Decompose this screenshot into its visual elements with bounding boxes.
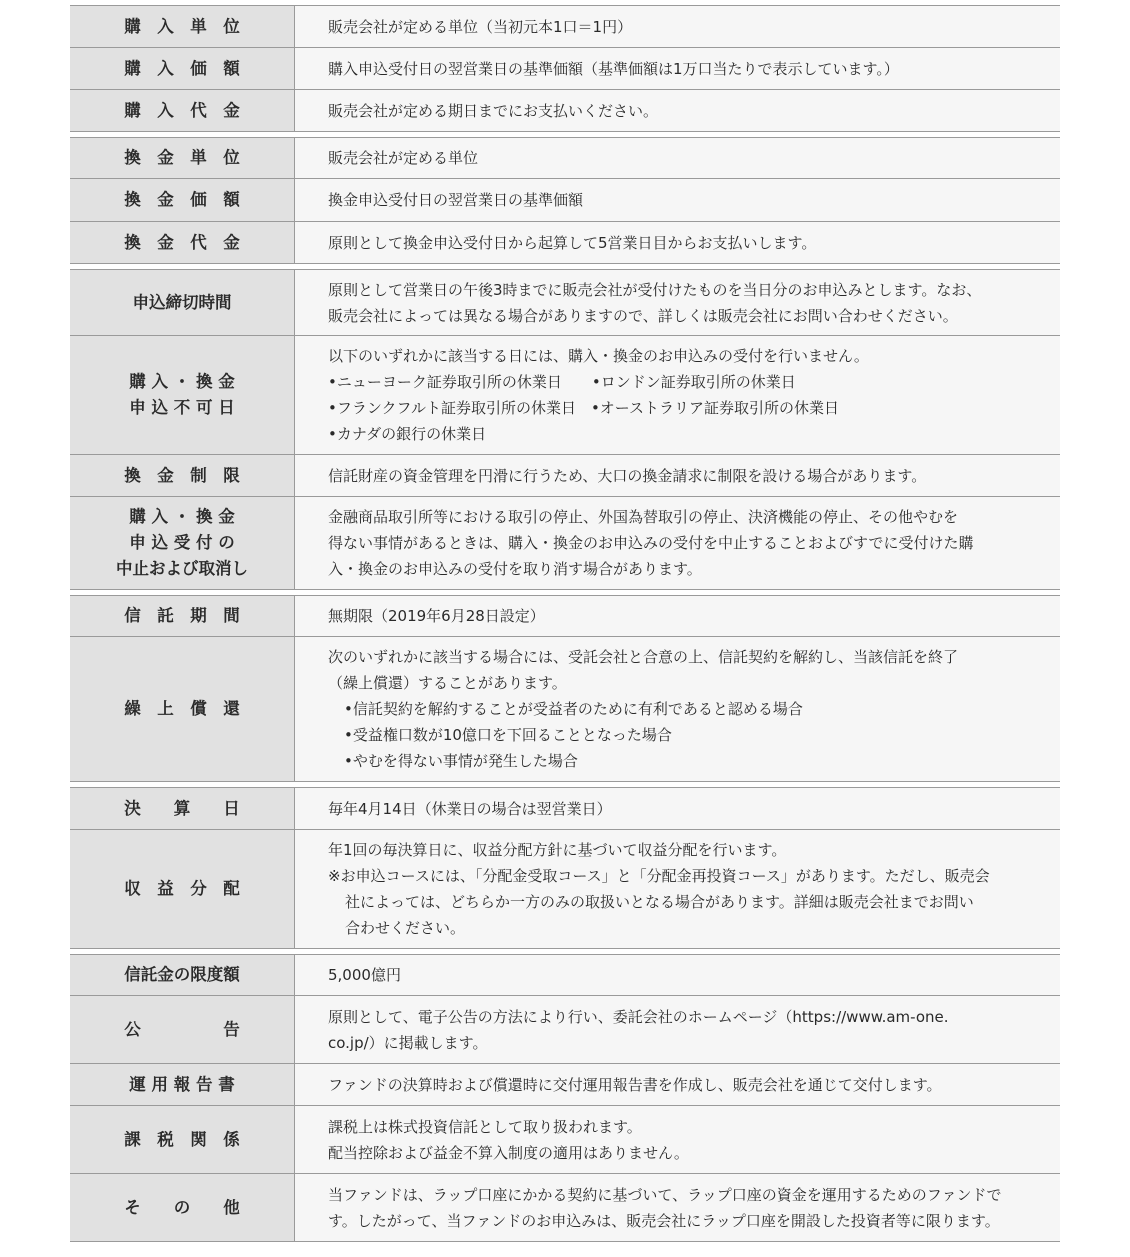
- row-label: [70, 596, 295, 636]
- table-row: [70, 48, 1060, 90]
- table-row: [70, 455, 1060, 497]
- table-row: [70, 1106, 1060, 1174]
- row-label-text: 購 入 単 位: [124, 16, 240, 36]
- row-value: [295, 1064, 1060, 1105]
- row-value-line: 販売会社が定める単位: [328, 149, 479, 167]
- row-value: [295, 179, 1060, 221]
- row-label: [70, 6, 295, 47]
- row-value-line: co.jp/）に掲載します。: [328, 1033, 488, 1052]
- row-value-line: 当ファンドは、ラップ口座にかかる契約に基づいて、ラップ口座の資金を運用するためのファンドで: [328, 1185, 1002, 1204]
- row-label: [70, 788, 295, 829]
- table-row: [70, 954, 1060, 996]
- table-row: [70, 5, 1060, 48]
- row-value-line: 無期限（2019年6月28日設定）: [328, 607, 545, 625]
- table-row: [70, 269, 1060, 336]
- row-value-line: •フランクフルト証券取引所の休業日 •オーストラリア証券取引所の休業日: [328, 399, 840, 417]
- row-label-text: 申込締切時間: [132, 292, 232, 312]
- table-row: [70, 179, 1060, 222]
- row-value-line: 販売会社が定める単位（当初元本1口＝1円）: [328, 17, 633, 36]
- row-value-line: 販売会社が定める期日までにお支払いください。: [328, 101, 659, 120]
- row-value: [295, 138, 1060, 178]
- row-value-line: （繰上償還）することがあります。: [328, 674, 567, 692]
- row-label: [70, 1064, 295, 1105]
- table-row: [70, 595, 1060, 637]
- row-value-line: •ニューヨーク証券取引所の休業日 •ロンドン証券取引所の休業日: [328, 373, 796, 391]
- row-value-line: •信託契約を解約することが受益者のために有利であると認める場合: [344, 700, 803, 718]
- row-value: [295, 455, 1060, 496]
- row-value-line: 金融商品取引所等における取引の停止、外国為替取引の停止、決済機能の停止、その他やむを: [328, 508, 959, 526]
- row-value: [295, 6, 1060, 47]
- row-value-line: 得ない事情があるときは、購入・換金のお申込みの受付を中止することおよびすでに受付けた購: [328, 534, 974, 552]
- row-value-line: 以下のいずれかに該当する日には、購入・換金のお申込みの受付を行いません。: [328, 347, 869, 365]
- row-label: [70, 90, 295, 131]
- table-row: [70, 1064, 1060, 1106]
- row-label-text: 購 入 ・ 換 金: [129, 507, 235, 526]
- table-row: [70, 787, 1060, 830]
- row-value: [295, 1174, 1060, 1241]
- row-label: [70, 270, 295, 335]
- table-row: [70, 336, 1060, 455]
- row-value-line: 課税上は株式投資信託として取り扱われます。: [328, 1117, 642, 1136]
- row-value: [295, 48, 1060, 89]
- row-label-text: 信託金の限度額: [124, 965, 240, 984]
- row-value: [295, 270, 1060, 335]
- row-value-line: 毎年4月14日（休業日の場合は翌営業日）: [328, 799, 612, 818]
- row-value: [295, 90, 1060, 131]
- row-value-line: 次のいずれかに該当する場合には、受託会社と合意の上、信託契約を解約し、当該信託を終了: [328, 648, 959, 666]
- row-label: [70, 222, 295, 263]
- row-label: [70, 830, 295, 948]
- row-label: [70, 48, 295, 89]
- row-label-text: 換 金 代 金: [124, 232, 240, 252]
- row-value: [295, 637, 1060, 781]
- row-label: [70, 637, 295, 781]
- table-row: [70, 497, 1060, 590]
- row-label-text: 繰 上 償 還: [124, 699, 240, 718]
- row-label-text: 購 入 ・ 換 金: [129, 372, 235, 391]
- row-label-text: 中止および取消し: [116, 559, 248, 578]
- table-row: [70, 222, 1060, 264]
- row-value: [295, 996, 1060, 1063]
- table-row: [70, 90, 1060, 132]
- row-label-text: 換 金 価 額: [124, 190, 240, 209]
- row-label-text: 運 用 報 告 書: [129, 1074, 235, 1094]
- row-value-line: 配当控除および益金不算入制度の適用はありません。: [328, 1143, 689, 1162]
- row-label-text: 申 込 不 可 日: [129, 398, 235, 417]
- row-label: [70, 996, 295, 1063]
- row-value: [295, 336, 1060, 454]
- row-value-line: •カナダの銀行の休業日: [328, 425, 487, 443]
- row-value-line: 原則として営業日の午後3時までに販売会社が受付けたものを当日分のお申込みとします。なお、: [328, 280, 982, 299]
- row-value-line: 合わせください。: [345, 919, 466, 937]
- row-label: [70, 179, 295, 221]
- row-value-line: ファンドの決算時および償還時に交付運用報告書を作成し、販売会社を通じて交付します。: [328, 1075, 942, 1094]
- table-row: [70, 637, 1060, 782]
- row-value-line: 入・換金のお申込みの受付を取り消す場合があります。: [328, 560, 702, 578]
- table-row: [70, 137, 1060, 179]
- row-label-text: 換 金 単 位: [124, 148, 240, 167]
- row-label: [70, 955, 295, 995]
- row-value: [295, 955, 1060, 995]
- row-label: [70, 1174, 295, 1241]
- row-label: [70, 1106, 295, 1173]
- row-value-line: 換金申込受付日の翌営業日の基準価額: [328, 191, 584, 209]
- row-value-line: す。したがって、当ファンドのお申込みは、販売会社にラップ口座を開設した投資者等に限ります。: [328, 1211, 1000, 1230]
- row-value: [295, 788, 1060, 829]
- row-value-line: 社によっては、どちらか一方のみの取扱いとなる場合があります。詳細は販売会社までお問い: [345, 893, 974, 911]
- row-value: [295, 222, 1060, 263]
- row-value-line: 原則として、電子公告の方法により行い、委託会社のホームページ（https://www.am-one.: [328, 1007, 949, 1026]
- row-label-text: 公 告: [124, 1019, 240, 1039]
- row-label: [70, 336, 295, 454]
- fund-summary-table: [70, 5, 1060, 1242]
- row-value: [295, 830, 1060, 948]
- row-label-text: 収 益 分 配: [124, 879, 240, 898]
- row-label: [70, 455, 295, 496]
- row-value-line: •やむを得ない事情が発生した場合: [344, 752, 578, 770]
- row-label-text: 信 託 期 間: [124, 606, 240, 625]
- row-value: [295, 497, 1060, 589]
- row-value-line: 信託財産の資金管理を円滑に行うため、大口の換金請求に制限を設ける場合があります。: [328, 466, 927, 485]
- row-value: [295, 596, 1060, 636]
- table-row: [70, 996, 1060, 1064]
- row-value-line: 購入申込受付日の翌営業日の基準価額（基準価額は1万口当たりで表示しています。）: [328, 59, 899, 78]
- row-label-text: 購 入 価 額: [124, 58, 240, 78]
- row-value-line: 原則として換金申込受付日から起算して5営業日目からお支払いします。: [328, 233, 817, 252]
- row-label: [70, 138, 295, 178]
- row-label-text: 換 金 制 限: [124, 465, 240, 485]
- row-value-line: 販売会社によっては異なる場合がありますので、詳しくは販売会社にお問い合わせください。: [328, 306, 958, 325]
- row-value-line: 年1回の毎決算日に、収益分配方針に基づいて収益分配を行います。: [328, 841, 787, 859]
- table-row: [70, 1174, 1060, 1242]
- table-row: [70, 830, 1060, 949]
- row-value-line: •受益権口数が10億口を下回ることとなった場合: [344, 726, 672, 744]
- row-label-text: 申 込 受 付 の: [129, 533, 235, 552]
- row-label-text: そ の 他: [124, 1197, 240, 1217]
- row-label: [70, 497, 295, 589]
- row-label-text: 課 税 関 係: [124, 1129, 240, 1149]
- row-label-text: 決 算 日: [124, 798, 240, 818]
- row-value: [295, 1106, 1060, 1173]
- row-value-line: ※お申込コースには、「分配金受取コース」と「分配金再投資コース」があります。ただし、販売会: [328, 867, 990, 885]
- row-label-text: 購 入 代 金: [124, 100, 240, 120]
- row-value-line: 5,000億円: [328, 966, 401, 984]
